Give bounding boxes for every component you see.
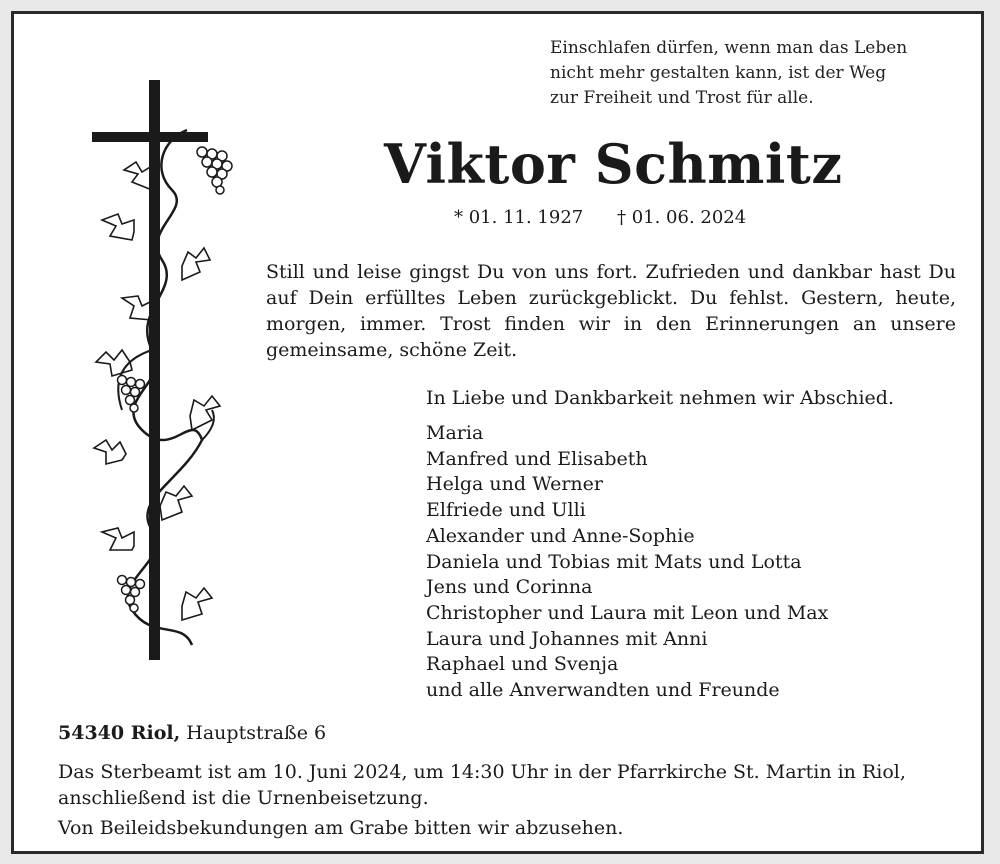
motto-line: zur Freiheit und Trost für alle. — [550, 88, 814, 108]
mourner-entry: Laura und Johannes mit Anni — [426, 627, 708, 650]
motto-quote — [550, 36, 970, 111]
service-line: Das Sterbeamt ist am 10. Juni 2024, um 14:30 Uhr in der Pfarrkirche St. Martin in Riol, — [58, 761, 906, 783]
life-dates — [454, 207, 774, 228]
address-street: Hauptstraße 6 — [186, 722, 327, 744]
mourner-entry: Helga und Werner — [426, 473, 603, 496]
mourners-list — [426, 421, 828, 704]
mourner-entry: und alle Anverwandten und Freunde — [426, 679, 780, 702]
mourner-entry: Elfriede und Ulli — [426, 499, 586, 522]
mourner-entry: Alexander und Anne-Sophie — [426, 524, 695, 547]
death-date: † 01. 06. 2024 — [616, 207, 747, 228]
condolence-note: Von Beileidsbekundungen am Grabe bitten wir abzusehen. — [58, 817, 624, 839]
mourner-entry: Daniela und Tobias mit Mats und Lotta — [426, 550, 802, 573]
obituary-notice — [11, 11, 984, 854]
motto-line: Einschlafen dürfen, wenn man das Leben — [550, 38, 908, 58]
mourner-entry: Raphael und Svenja — [426, 653, 619, 676]
mourner-entry: Manfred und Elisabeth — [426, 447, 648, 470]
service-info — [58, 759, 958, 841]
mourner-entry: Jens und Corinna — [426, 576, 593, 599]
farewell-line: In Liebe und Dankbarkeit nehmen wir Abschied. — [426, 387, 894, 409]
mourner-entry: Christopher und Laura mit Leon und Max — [426, 601, 829, 624]
mourner-entry: Maria — [426, 422, 484, 444]
deceased-name: Viktor Schmitz — [384, 132, 843, 196]
birth-date: * 01. 11. 1927 — [454, 207, 584, 228]
address — [58, 722, 326, 744]
verse-text: Still und leise gingst Du von uns fort. Zufrieden und dankbar hast Du auf Dein erfülltes Leben zurückgeblickt. Du fehlst. Gestern, heute, morgen, immer. Trost finden wir in den Erinnerungen an unsere gemeinsame, schöne Zeit. — [266, 261, 956, 361]
service-line: anschließend ist die Urnenbeisetzung. — [58, 787, 429, 809]
motto-line: nicht mehr gestalten kann, ist der Weg — [550, 63, 887, 83]
cross-with-grapevine-icon — [92, 80, 252, 680]
address-town: 54340 Riol, — [58, 722, 181, 744]
